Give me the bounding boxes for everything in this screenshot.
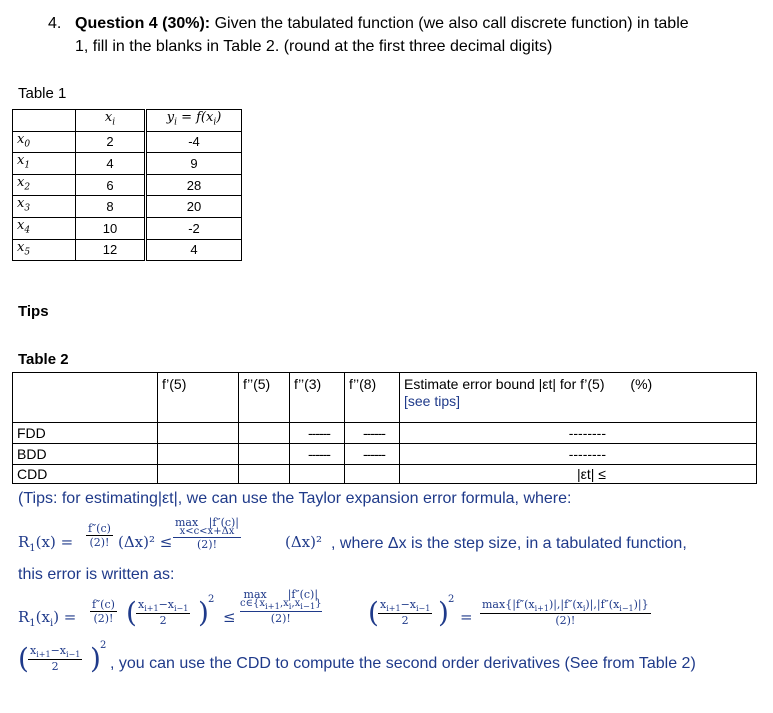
table-row [13,423,757,444]
table-row [13,196,242,218]
table1-header-y: $y_i = f(x_i)$ [146,110,242,132]
see-tips-link[interactable]: [see tips] [404,393,461,409]
where-text: , where Δx is the step size, in a tabulated function, [331,535,687,552]
x-value: 10 [76,217,146,239]
question-text-line1: Given the tabulated function (we also call discrete function) in table [214,15,689,32]
tips-heading: Tips [18,303,49,320]
question-title: Question 4 (30%): [75,15,211,32]
tips-intro: (Tips: for estimating|εt|, we can use the Taylor expansion error formula, where: [18,490,572,507]
percent-label: (%) [630,376,653,392]
cell-estimate: -------- [400,444,757,465]
table-row [13,153,242,175]
y-value: 4 [146,239,242,261]
row-label: CDD [13,465,158,484]
table2 [12,372,757,484]
table-row [13,444,757,465]
cell-estimate: -------- [400,423,757,444]
question-text-line2: 1, fill in the blanks in Table 2. (round at the first three decimal digits) [75,38,553,55]
row-label: $x_5$ [13,239,76,261]
header-f2-8: f’’(8) [345,373,400,423]
cell-f1-5 [158,444,239,465]
cell-f2-8 [345,465,400,484]
estimate-label: Estimate error bound |εt| for f’(5) [404,376,605,392]
x-value: 2 [76,131,146,153]
header-f2-5: f’’(5) [239,373,290,423]
header-f2-3: f’’(3) [290,373,345,423]
question-number: 4. [48,15,62,32]
cell-f2-8: ------ [345,444,400,465]
formula-r1xi: $R_1(x_i)$ = $\frac{f''(c)}{(2)!}$ ( $\frac{x_{i+1}-x_{i-1}}{2}$ ) 2 ≤ max |f″(c)| $c\in\{x_{i+1},x_i,x_{i-1}\}$ (2)! ( $\frac{x_{i+1}-x_{i-1}}{2}$ ) 2 = $\max\{|f''(x_{i+1})|,|f''(x_i)|,|f''(x_{i-1})|\}$ (2)! [18,588,649,629]
cell-f2-3: ------ [290,444,345,465]
row-label: BDD [13,444,158,465]
row-label: $x_0$ [13,131,76,153]
table-row [13,174,242,196]
question-header [75,12,765,35]
cell-f2-8: ------ [345,423,400,444]
row-label: $x_4$ [13,217,76,239]
x-value: 12 [76,239,146,261]
table-row [13,465,757,484]
final-text: , you can use the CDD to compute the second order derivatives (See from Table 2) [110,655,696,672]
y-value: 20 [146,196,242,218]
y-value: -4 [146,131,242,153]
cell-estimate: |εt| ≤ [400,465,757,484]
x-value: 6 [76,174,146,196]
cell-f1-5 [158,465,239,484]
table1 [12,109,242,261]
y-value: 9 [146,153,242,175]
cell-f1-5 [158,423,239,444]
row-label: $x_2$ [13,174,76,196]
table2-caption: Table 2 [18,351,69,368]
header-f1-5: f’(5) [158,373,239,423]
cell-f2-5 [239,465,290,484]
table-row [13,239,242,261]
table-row [13,217,242,239]
cell-f2-3 [290,465,345,484]
x-value: 4 [76,153,146,175]
this-error-text: this error is written as: [18,566,175,583]
table-row [13,131,242,153]
row-label: $x_1$ [13,153,76,175]
header-estimate [400,373,757,423]
cell-f2-5 [239,444,290,465]
formula-step: ( $\frac{x_{i+1}-x_{i-1}}{2}$ ) 2 , you can use the CDD to compute the second order derivatives (See from Table 2) [18,640,696,675]
cell-f2-3: ------ [290,423,345,444]
cell-f2-5 [239,423,290,444]
table1-header-x: $x_i$ [76,110,146,132]
x-value: 8 [76,196,146,218]
y-value: -2 [146,217,242,239]
table1-caption: Table 1 [18,85,67,102]
row-label: $x_3$ [13,196,76,218]
y-value: 28 [146,174,242,196]
formula-r1x: $R_1(x)$ = $\frac{f''(c)}{(2)!}$ (Δx)² ≤ max |f″(c)| x<c<x+Δx (2)! (Δx)² , where Δx is the step size, in a tabulated function, [18,516,687,554]
row-label: FDD [13,423,158,444]
